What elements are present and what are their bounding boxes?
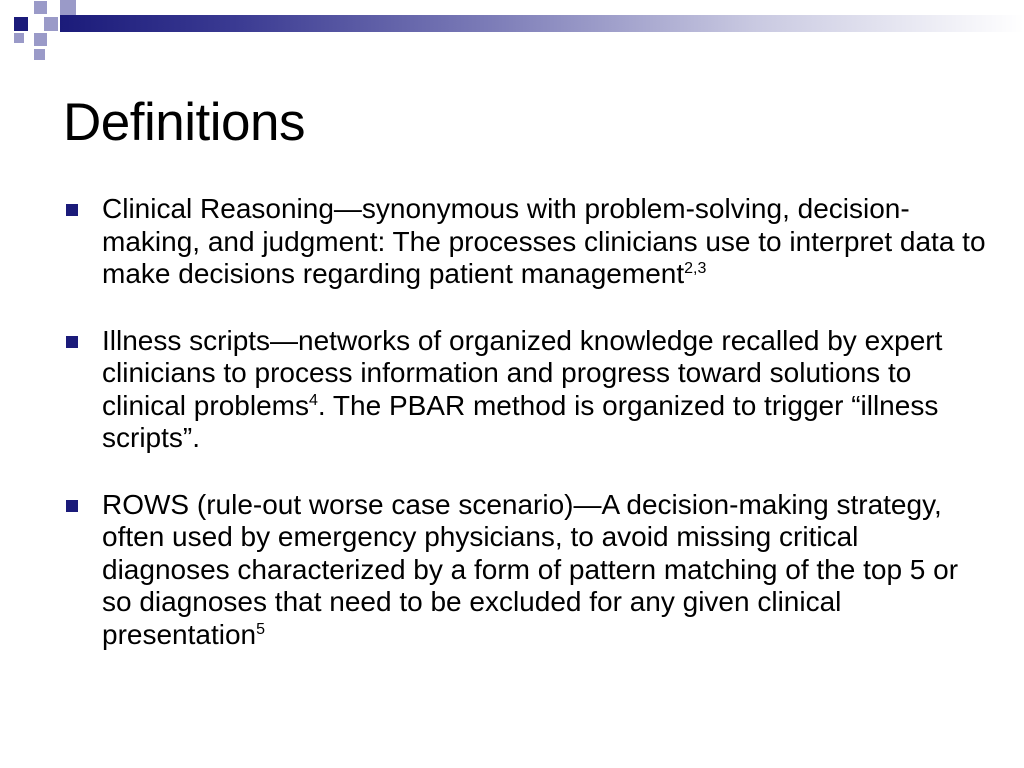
square-bullet-icon: [66, 500, 78, 512]
decorative-square-icon: [34, 1, 47, 14]
bullet-text: Clinical Reasoning—synonymous with problem-solving, decision-making, and judgment: The processes clinicians use to interpret data to make decisions regarding patient management: [102, 193, 986, 289]
citation-superscript: 4: [308, 391, 318, 409]
header-gradient-bar: [60, 15, 1024, 32]
bullet-illness-scripts: [62, 325, 992, 455]
citation-superscript: 2,3: [684, 260, 707, 277]
decorative-square-icon: [60, 0, 76, 15]
decorative-square-icon: [14, 33, 24, 43]
decorative-square-icon: [34, 33, 47, 46]
decorative-square-icon: [14, 17, 28, 31]
decorative-square-icon: [34, 49, 45, 60]
citation-superscript: 5: [256, 620, 266, 638]
square-bullet-icon: [66, 336, 78, 348]
bullet-text: Illness scripts—networks of organized knowledge recalled by expert clinicians to process information and progress toward solutions to clinical problems: [102, 324, 943, 421]
bullet-text-continued: . The PBAR method is organized to trigger “illness scripts”.: [102, 389, 939, 453]
bullet-clinical-reasoning: [62, 193, 992, 291]
decorative-square-icon: [44, 17, 58, 31]
square-bullet-icon: [66, 204, 78, 216]
bullet-text: ROWS (rule-out worse case scenario)—A decision-making strategy, often used by emergency physicians, to avoid missing critical diagnoses characterized by a form of pattern matching of the top 5 or so diagnoses that need to be excluded for any given clinical presentation: [102, 488, 959, 650]
slide-title: Definitions: [63, 93, 305, 152]
bullet-list: [62, 193, 992, 685]
bullet-rows: [62, 489, 992, 652]
